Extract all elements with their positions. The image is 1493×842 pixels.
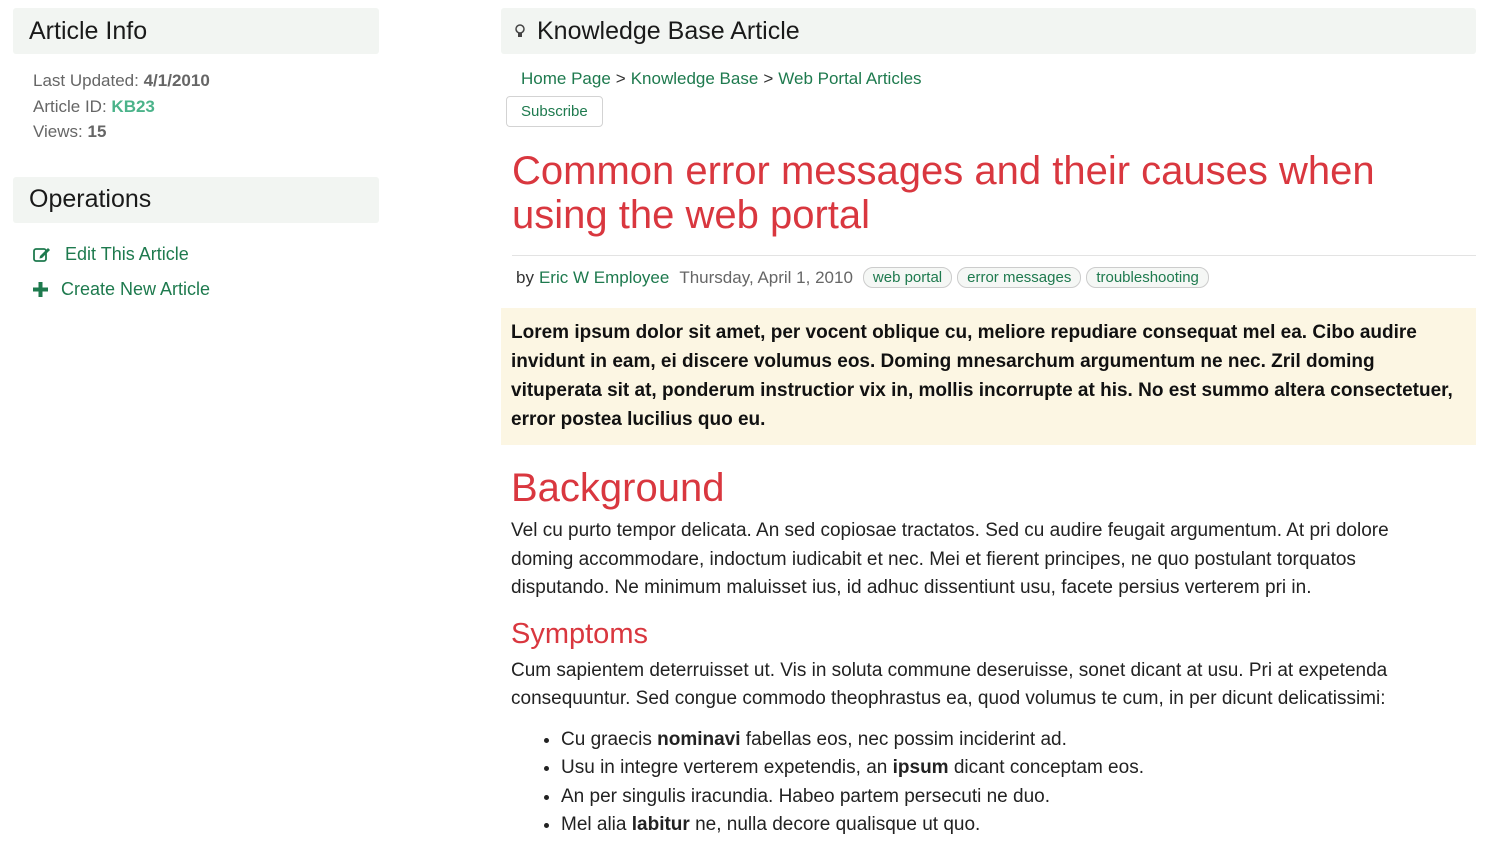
create-article-link[interactable]	[33, 272, 379, 307]
symptoms-heading: Symptoms	[511, 617, 648, 650]
operations-heading: Operations	[29, 185, 152, 213]
list-item-bold: nominavi	[657, 728, 741, 750]
author-link[interactable]: Eric W Employee	[538, 267, 670, 287]
subscribe-button[interactable]: Subscribe	[506, 96, 603, 127]
list-item	[561, 754, 1476, 783]
edit-article-label: Edit This Article	[65, 243, 189, 264]
operations-list	[13, 223, 379, 307]
last-updated-label: Last Updated:	[33, 71, 139, 90]
list-item-text: Mel alia	[561, 814, 632, 835]
list-item-text: Cu graecis	[561, 728, 658, 750]
list-item	[561, 783, 1476, 812]
left-sidebar	[13, 8, 379, 307]
last-updated-row	[33, 68, 379, 94]
article-id-value: KB23	[111, 96, 155, 116]
plus-icon	[33, 282, 61, 297]
list-item-text: ne, nulla decore qualisque ut quo.	[689, 814, 981, 835]
list-item-bold: ipsum	[892, 757, 949, 778]
article-info-details	[13, 54, 379, 145]
article-info-header	[13, 8, 379, 54]
breadcrumb-separator: >	[763, 69, 774, 88]
article-id-label: Article ID:	[33, 96, 107, 116]
article-date: Thursday, April 1, 2010	[679, 267, 853, 287]
kb-article-header	[501, 8, 1476, 54]
breadcrumb-home[interactable]: Home Page	[521, 69, 611, 88]
article-info-heading: Article Info	[29, 16, 148, 45]
views-value: 15	[87, 122, 107, 141]
last-updated-value: 4/1/2010	[143, 71, 210, 90]
symptoms-text: Cum sapientem deterruisset ut. Vis in soluta commune deseruisse, sonet dicant at usu. Pri at expetenda consequuntur. Sed congue commodo theophrastus ea, quod volumus te cum, in per dicunt delicatissimi:	[511, 659, 1388, 709]
list-item-text: Usu in integre verterem expetendis, an	[561, 757, 893, 778]
list-item-text: An per singulis iracundia. Habeo partem persecuti ne duo.	[561, 785, 1051, 807]
article-id-row	[33, 94, 379, 120]
symptoms-list	[511, 726, 1476, 840]
operations-panel	[13, 177, 379, 307]
kb-article-title: Knowledge Base Article	[537, 16, 800, 45]
title-divider	[512, 255, 1476, 256]
background-heading: Background	[511, 466, 725, 510]
main-content	[501, 8, 1476, 840]
breadcrumb-separator: >	[615, 69, 626, 88]
breadcrumb-web-portal-articles[interactable]: Web Portal Articles	[778, 69, 922, 88]
tag-troubleshooting[interactable]: troubleshooting	[1086, 267, 1209, 288]
by-label: by	[516, 267, 534, 287]
background-text: Vel cu purto tempor delicata. An sed copiosae tractatos. Sed cu audire feugait argumentum. At pri dolore doming accommodare, indoctum iudicabit et nec. Mei et fierent principes, ne quo postulant torquatos disputando. Ne minimum maluisset ius, id adhuc dissentiunt usu, facete persius verterem pri in.	[511, 520, 1389, 598]
views-label: Views:	[33, 122, 83, 141]
views-row	[33, 119, 379, 145]
list-item-bold: labitur	[631, 814, 690, 835]
article-byline	[516, 267, 1476, 288]
list-item-text: fabellas eos, nec possim inciderint ad.	[740, 728, 1067, 750]
tag-error-messages[interactable]: error messages	[957, 267, 1081, 288]
breadcrumb	[521, 69, 1476, 89]
article-title: Common error messages and their causes when using the web portal	[512, 149, 1375, 237]
lightbulb-icon	[515, 24, 537, 38]
breadcrumb-knowledge-base[interactable]: Knowledge Base	[630, 69, 759, 88]
list-item-text: dicant conceptam eos.	[948, 757, 1144, 778]
tag-web-portal[interactable]: web portal	[863, 267, 952, 288]
operations-header	[13, 177, 379, 223]
article-summary: Lorem ipsum dolor sit amet, per vocent oblique cu, meliore repudiare consequat mel ea. Cibo audire invidunt in eam, ei discere volumus eos. Doming mnesarchum argumentum ne nec. Zril doming vituperata sit at, ponderum instructior vix in, mollis incorrupte at his. No est summo altera consectetuer, error postea lucilius quo eu.	[501, 308, 1476, 445]
edit-icon	[33, 246, 65, 262]
list-item	[561, 811, 1476, 840]
list-item	[561, 726, 1476, 755]
edit-article-link[interactable]	[33, 237, 379, 272]
create-article-label: Create New Article	[61, 278, 211, 299]
